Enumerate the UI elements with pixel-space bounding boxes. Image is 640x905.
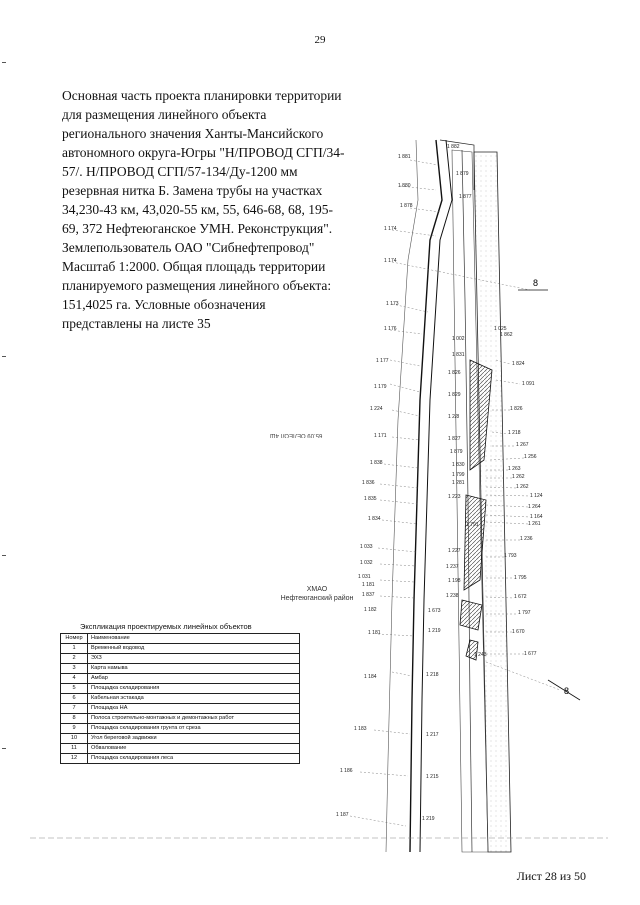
point-label: 1 219 xyxy=(422,816,435,822)
title-line: представлены на листе 35 xyxy=(62,316,211,331)
title-line: планируемого размещения линейного объекта: xyxy=(62,278,332,293)
point-label: 1 237 xyxy=(446,564,459,570)
point-label: 1 181 xyxy=(368,630,381,636)
row-name: Кабельная эстакада xyxy=(88,694,300,704)
title-line: Масштаб 1:2000. Общая площадь территории xyxy=(62,259,326,274)
row-name: Полоса строительно-монтажных и демонтажных работ xyxy=(88,714,300,724)
point-label: 1 002 xyxy=(452,336,465,342)
point-label: 1 219 xyxy=(428,628,441,634)
point-label: 1 224 xyxy=(370,406,383,412)
title-line: регионального значения Ханты-Мансийского xyxy=(62,126,324,141)
point-label: 1 826 xyxy=(510,406,523,412)
row-name: ЭХЗ xyxy=(88,654,300,664)
point-label: 1 218 xyxy=(508,430,521,436)
point-label: 1 793 xyxy=(504,553,517,559)
point-label: 1 174 xyxy=(384,258,397,264)
row-name: Карта намыва xyxy=(88,664,300,674)
point-label: 1 267 xyxy=(516,442,529,448)
explication-table xyxy=(60,622,300,764)
point-label: 1 672 xyxy=(514,594,527,600)
title-line: 57/. Н/ПРОВОД СГП/57-134/Ду-1200 мм xyxy=(62,164,298,179)
point-label: 1 879 xyxy=(456,171,469,177)
row-name: Временный водовод xyxy=(88,644,300,654)
point-label: 1 227 xyxy=(448,548,461,554)
row-name: Угол береговой задвижки xyxy=(88,734,300,744)
title-line: Землепользователь ОАО "Сибнефтепровод" xyxy=(62,240,315,255)
row-number: 11 xyxy=(61,744,88,754)
point-label: 1 824 xyxy=(512,361,525,367)
table-row xyxy=(61,684,300,694)
point-label: 1 797 xyxy=(518,610,531,616)
table-row xyxy=(61,724,300,734)
point-label: 1 032 xyxy=(360,560,373,566)
row-name: Амбар xyxy=(88,674,300,684)
point-label: 1 174 xyxy=(384,226,397,232)
point-label: 1 837 xyxy=(362,592,375,598)
row-number: 12 xyxy=(61,754,88,764)
title-line: резервная нитка Б. Замена трубы на участках xyxy=(62,183,323,198)
section-marker xyxy=(518,290,580,700)
point-label: 1 262 xyxy=(512,474,525,480)
point-label: 1 025 xyxy=(494,326,507,332)
point-label: 1 877 xyxy=(459,194,472,200)
table-row xyxy=(61,654,300,664)
mirrored-note: 65.09 OЕЛЕОЛ 4Ш xyxy=(270,432,323,438)
point-label: 1 187 xyxy=(336,812,349,818)
point-label: 1 878 xyxy=(400,203,413,209)
row-name: Площадка складирования грунта от среза xyxy=(88,724,300,734)
point-label: 1 171 xyxy=(374,433,387,439)
table-row xyxy=(61,754,300,764)
table-row xyxy=(61,644,300,654)
point-label: 1 882 xyxy=(447,144,460,150)
point-label: 1 826 xyxy=(448,370,461,376)
district-name: Нефтеюганский район xyxy=(280,595,354,602)
point-label: 1 198 xyxy=(448,578,461,584)
point-label: 1 177 xyxy=(376,358,389,364)
point-label: 1 673 xyxy=(428,608,441,614)
point-label: 1 827 xyxy=(448,436,461,442)
explication-grid xyxy=(60,633,300,764)
point-label: 1 795 xyxy=(514,575,527,581)
table-row xyxy=(61,694,300,704)
pipeline-line xyxy=(386,140,418,852)
section-marker-label: 8 xyxy=(533,278,539,288)
point-label: 1 830 xyxy=(452,462,465,468)
point-label: 1 179 xyxy=(374,384,387,390)
point-label: 1 261 xyxy=(528,521,541,527)
point-label: 1 181 xyxy=(362,582,375,588)
row-number: 8 xyxy=(61,714,88,724)
title-line: 151,4025 га. Условные обозначения xyxy=(62,297,266,312)
table-row xyxy=(61,664,300,674)
region-label xyxy=(262,585,372,603)
point-label: 1 243 xyxy=(474,652,487,658)
point-label: 1 2/8 xyxy=(448,414,460,420)
point-label: 1 173 xyxy=(386,301,399,307)
point-label: 1 263 xyxy=(508,466,521,472)
point-label: 1 256 xyxy=(524,454,537,460)
point-label: 1 670 xyxy=(512,629,525,635)
point-label: 1 862 xyxy=(500,332,513,338)
point-label: 1 831 xyxy=(452,352,465,358)
point-label: 1 799 xyxy=(452,472,465,478)
title-line: Основная часть проекта планировки территории xyxy=(62,88,342,103)
point-label: 1 223 xyxy=(448,494,461,500)
row-number: 9 xyxy=(61,724,88,734)
table-row xyxy=(61,744,300,754)
point-label: 1 880 xyxy=(398,183,411,189)
title-line: для размещения линейного объекта xyxy=(62,107,267,122)
point-label: 1 835 xyxy=(364,496,377,502)
point-label: 1 238 xyxy=(446,593,459,599)
point-label: 1 262 xyxy=(516,484,529,490)
row-number: 1 xyxy=(61,644,88,654)
row-name: Площадка складирования xyxy=(88,684,300,694)
point-label: 1 184 xyxy=(364,674,377,680)
table-row xyxy=(61,704,300,714)
header-name: Наименование xyxy=(88,634,300,644)
point-label: 1 791 xyxy=(466,522,479,528)
point-label: 1 033 xyxy=(360,544,373,550)
table-row xyxy=(61,674,300,684)
explication-title: Экспликация проектируемых линейных объектов xyxy=(80,622,252,631)
table-row xyxy=(61,714,300,724)
row-name: Площадка складирования леса xyxy=(88,754,300,764)
row-number: 2 xyxy=(61,654,88,664)
leader-lines xyxy=(350,160,560,826)
point-label: 1 218 xyxy=(426,672,439,678)
row-number: 3 xyxy=(61,664,88,674)
row-number: 10 xyxy=(61,734,88,744)
row-number: 6 xyxy=(61,694,88,704)
point-label: 1 031 xyxy=(358,574,371,580)
point-label: 1 183 xyxy=(354,726,367,732)
title-line: 34,230-43 км, 43,020-55 км, 55, 646-68, 68, 195- xyxy=(62,202,333,217)
row-name: Площадка НА xyxy=(88,704,300,714)
header-number: Номер xyxy=(61,634,88,644)
row-number: 4 xyxy=(61,674,88,684)
row-number: 5 xyxy=(61,684,88,694)
title-line: 69, 372 Нефтеюганское УМН. Реконструкция". xyxy=(62,221,333,236)
region-name: ХМАО xyxy=(306,586,328,593)
pipeline-line xyxy=(410,140,442,852)
point-label: 1 091 xyxy=(522,381,535,387)
table-header-row xyxy=(61,634,300,644)
sheet-number: Лист 28 из 50 xyxy=(516,869,586,883)
section-marker-label: 8 xyxy=(564,686,570,696)
point-label: 1 236 xyxy=(520,536,533,542)
point-label: 1 176 xyxy=(384,326,397,332)
table-row xyxy=(61,734,300,744)
title-line: автономного округа-Югры "Н/ПРОВОД СГП/34- xyxy=(62,145,345,160)
point-label: 1 264 xyxy=(528,504,541,510)
point-label: 1 215 xyxy=(426,774,439,780)
page-number: 29 xyxy=(314,34,326,46)
point-label: 1 186 xyxy=(340,768,353,774)
point-label: 1 838 xyxy=(370,460,383,466)
point-label: 1 164 xyxy=(530,514,543,520)
point-label: 1 182 xyxy=(364,607,377,613)
point-label: 1 281 xyxy=(452,480,465,486)
point-label: 1 879 xyxy=(450,449,463,455)
point-label: 1 677 xyxy=(524,651,537,657)
hatched-zone xyxy=(460,600,482,630)
point-label: 1 124 xyxy=(530,493,543,499)
row-number: 7 xyxy=(61,704,88,714)
point-label: 1 829 xyxy=(448,392,461,398)
row-name: Обвалование xyxy=(88,744,300,754)
point-label: 1 217 xyxy=(426,732,439,738)
point-label: 1 881 xyxy=(398,154,411,160)
point-label: 1 834 xyxy=(368,516,381,522)
point-label: 1 836 xyxy=(362,480,375,486)
